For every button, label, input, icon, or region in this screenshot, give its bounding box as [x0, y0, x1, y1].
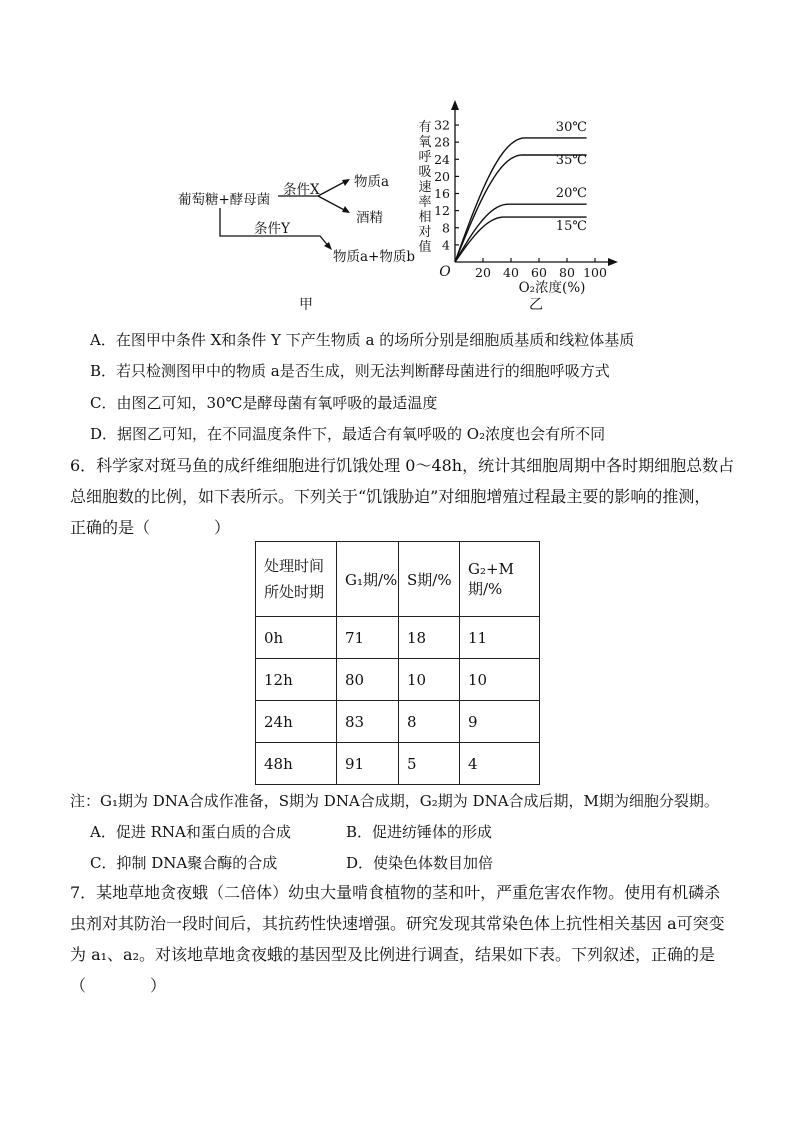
- table-row: [256, 659, 540, 701]
- table-cell: 0h: [256, 617, 337, 659]
- table-cell: 4: [460, 743, 540, 785]
- series-label: 20℃: [555, 186, 587, 202]
- flow-condition-x: 条件X: [283, 182, 320, 198]
- table-cell: 10: [460, 659, 540, 701]
- table-cell: 91: [337, 743, 399, 785]
- series-label: 35℃: [555, 153, 587, 168]
- q5-option-c: C．由图乙可知，30℃是酵母菌有氧呼吸的最适温度: [90, 394, 438, 412]
- table-row: [256, 617, 540, 659]
- q6-stem-line-2: 总细胞数的比例，如下表所示。下列关于“饥饿胁迫”对细胞增殖过程最主要的影响的推测，: [70, 487, 711, 506]
- q6-note: 注：G₁期为 DNA合成作准备，S期为 DNA合成期，G₂期为 DNA合成后期，M期为细胞分裂期。: [70, 792, 719, 810]
- q6-stem-line-3: 正确的是（ ）: [70, 518, 231, 537]
- table-header-time: [256, 542, 337, 617]
- q7-stem-line-3: 为 a₁、a₂。对该地草地贪夜蛾的基因型及比例进行调查，结果如下表。下列叙述，正确的是: [70, 945, 715, 964]
- y-tick-label: 24: [434, 151, 450, 167]
- flow-arrowheads: [324, 179, 350, 250]
- x-tick-label: 80: [559, 265, 575, 280]
- q7-stem-line-2: 虫剂对其防治一段时间后，其抗药性快速增强。研究发现其常染色体上抗性相关基因 a可突变: [70, 914, 725, 933]
- y-tick-label: 28: [434, 134, 450, 150]
- y-tick-label: 32: [434, 117, 450, 133]
- table-cell: 18: [399, 617, 460, 659]
- table-header-s: S期/%: [399, 542, 460, 617]
- chart-axes: [455, 105, 613, 262]
- table-cell: 5: [399, 743, 460, 785]
- figure-area: [0, 0, 794, 330]
- y-tick-label: 16: [434, 186, 450, 202]
- q6-option-c: C．抑制 DNA聚合酶的合成: [90, 854, 278, 872]
- q6-option-a: A．促进 RNA和蛋白质的合成: [90, 823, 291, 841]
- figure-jia-caption: 甲: [299, 297, 313, 313]
- table-cell: 10: [399, 659, 460, 701]
- chart-y-label: 有氧呼吸速率相对值: [418, 120, 432, 255]
- cell-cycle-table: [255, 541, 540, 785]
- table-header-g2m: G₂+M期/%: [460, 542, 540, 617]
- q5-option-a: A．在图甲中条件 X和条件 Y 下产生物质 a 的场所分别是细胞质基质和线粒体基质: [90, 331, 635, 349]
- q7-stem-line-1: 7．某地草地贪夜蛾（二倍体）幼虫大量啃食植物的茎和叶，严重危害农作物。使用有机磷杀: [70, 883, 721, 902]
- series-label: 15℃: [555, 219, 587, 235]
- table-header-g1: G₁期/%: [337, 542, 399, 617]
- table-cell: 12h: [256, 659, 337, 701]
- series-label: 30℃: [555, 119, 587, 135]
- y-tick-label: 12: [434, 203, 450, 219]
- flow-alcohol: 酒精: [356, 210, 383, 226]
- flow-product-a: 物质a: [354, 174, 390, 190]
- y-tick-label: 8: [442, 220, 450, 236]
- table-cell: 11: [460, 617, 540, 659]
- table-cell: 24h: [256, 701, 337, 743]
- header-time-line-2: 所处时期: [264, 583, 325, 601]
- table-cell: 48h: [256, 743, 337, 785]
- x-tick-label: 40: [503, 265, 519, 280]
- table-header-row: [256, 542, 540, 617]
- y-tick-label: 4: [442, 237, 450, 253]
- table-cell: 9: [460, 701, 540, 743]
- x-tick-label: 60: [531, 265, 547, 280]
- flow-reactant: 葡萄糖+酵母菌: [178, 192, 271, 208]
- table-cell: 80: [337, 659, 399, 701]
- x-tick-label: 20: [475, 265, 491, 280]
- chart-origin-label: O: [439, 264, 451, 280]
- header-time-line-1: 处理时间: [264, 557, 325, 575]
- x-tick-label: 100: [583, 265, 607, 280]
- q7-stem-line-4: （ ）: [70, 976, 167, 995]
- table-cell: 71: [337, 617, 399, 659]
- table-cell: 83: [337, 701, 399, 743]
- table-row: [256, 743, 540, 785]
- q6-stem-line-1: 6．科学家对斑马鱼的成纤维细胞进行饥饿处理 0～48h，统计其细胞周期中各时期细胞总数占: [70, 456, 735, 475]
- y-tick-label: 20: [434, 168, 450, 184]
- axis-arrows: [451, 100, 618, 266]
- y-axis-arrow: [451, 100, 459, 110]
- q6-option-d: D．使染色体数目加倍: [346, 854, 494, 872]
- table-cell: 8: [399, 701, 460, 743]
- table-row: [256, 701, 540, 743]
- flow-products-ab: 物质a+物质b: [333, 249, 416, 265]
- chart-x-label: O₂浓度(%): [518, 280, 586, 296]
- figure-yi-caption: 乙: [529, 297, 543, 313]
- q6-option-b: B．促进纺锤体的形成: [346, 823, 493, 841]
- q5-option-d: D．据图乙可知，在不同温度条件下，最适合有氧呼吸的 O₂浓度也会有所不同: [90, 425, 606, 443]
- flow-condition-y: 条件Y: [254, 221, 290, 237]
- x-axis-arrow: [608, 258, 618, 266]
- q5-option-b: B．若只检测图甲中的物质 a是否生成，则无法判断酵母菌进行的细胞呼吸方式: [90, 362, 610, 380]
